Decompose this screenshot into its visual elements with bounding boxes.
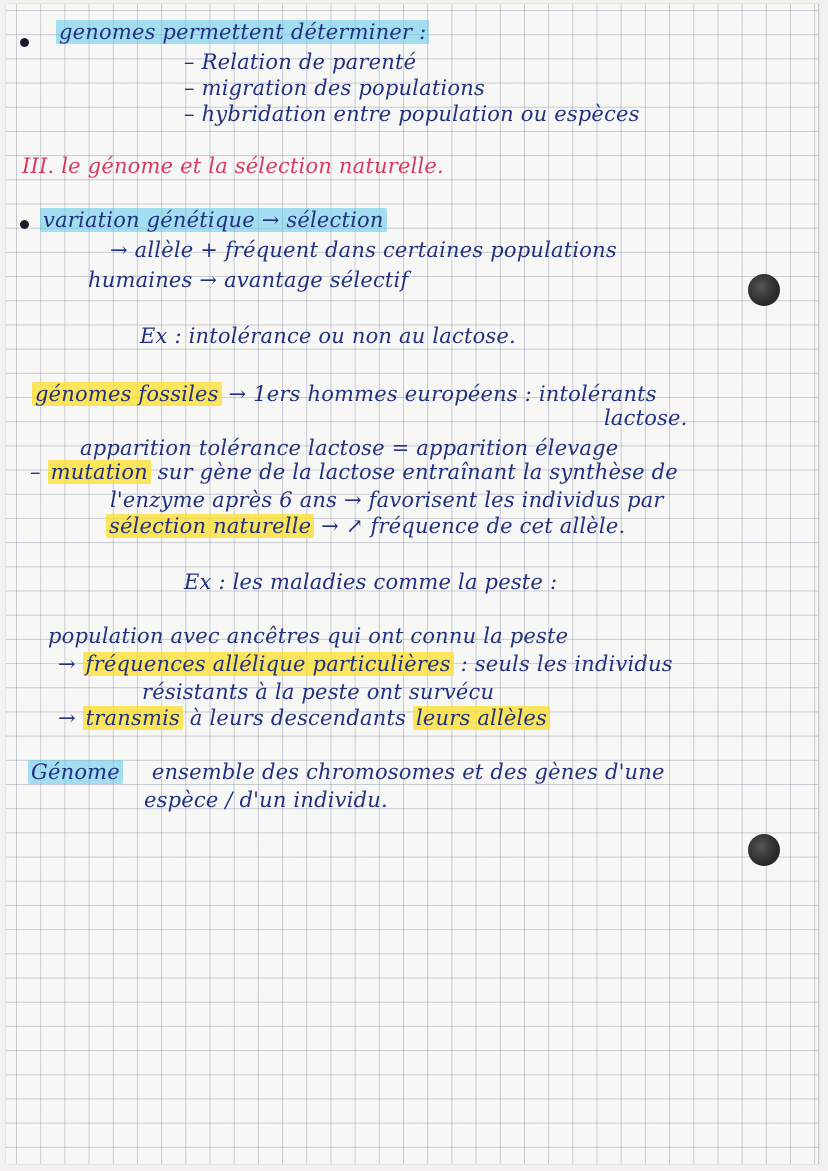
line-ex-maladies: Ex : les maladies comme la peste : (184, 570, 558, 594)
dash: – (30, 460, 48, 484)
line-population: population avec ancêtres qui ont connu la peste (48, 624, 569, 648)
line-migration: – migration des populations (184, 76, 485, 100)
line-variation (40, 208, 387, 232)
line-transmis (58, 706, 550, 730)
highlight-leurs-alleles: leurs allèles (413, 706, 550, 730)
line-genome-def (28, 760, 665, 784)
line-espece-individu: espèce / d'un individu. (144, 788, 388, 812)
line-humaines: humaines → avantage sélectif (88, 268, 409, 292)
highlight-genome: Génome (28, 760, 123, 784)
text-seuls-individus: : seuls les individus (453, 652, 673, 676)
line-frequences (58, 652, 673, 676)
punch-hole-top (748, 274, 780, 306)
section-title: le génome et la sélection naturelle. (61, 154, 444, 178)
highlight-selection-naturelle: sélection naturelle (106, 514, 314, 538)
line-apparition: apparition tolérance lactose = apparition élevage (80, 436, 619, 460)
line-hybridation: – hybridation entre population ou espèces (184, 102, 640, 126)
highlight-mutation: mutation (48, 460, 151, 484)
bullet-2 (20, 220, 29, 229)
line-relation-parente: – Relation de parenté (184, 50, 417, 74)
line-mutation (30, 460, 678, 484)
highlight-variation: variation génétique → sélection (40, 208, 387, 232)
line-ex-lactose: Ex : intolérance ou non au lactose. (140, 324, 516, 348)
highlight-frequences: fréquences allélique particulières (83, 652, 454, 676)
bullet-1 (20, 38, 29, 47)
notebook-page (6, 4, 819, 1164)
line-allele-frequent: → allèle + fréquent dans certaines populations (110, 238, 617, 262)
text-ensemble: ensemble des chromosomes et des gènes d'une (151, 760, 665, 784)
section-number: III. (22, 154, 55, 178)
arrow-2: → (58, 706, 83, 730)
line-genomes-permettent (56, 20, 429, 44)
arrow-1: → (58, 652, 83, 676)
line-lactose: lactose. (604, 406, 688, 430)
line-resistants: résistants à la peste ont survécu (142, 680, 495, 704)
section-heading (22, 154, 444, 178)
line-selection-naturelle (106, 514, 625, 538)
highlight-transmis: transmis (83, 706, 183, 730)
text-descendants: à leurs descendants (182, 706, 413, 730)
text-1ers-hommes: → 1ers hommes européens : intolérants (228, 382, 657, 406)
punch-hole-bottom (748, 834, 780, 866)
line-enzyme: l'enzyme après 6 ans → favorisent les individus par (110, 488, 664, 512)
text-gene-lactose: sur gène de la lactose entraînant la synthèse de (150, 460, 678, 484)
highlight-genomes-fossiles: génomes fossiles (32, 382, 222, 406)
text-frequence-allele: → ↗ fréquence de cet allèle. (314, 514, 626, 538)
line-genomes-fossiles (32, 382, 657, 406)
highlight-genomes-permettent: genomes permettent déterminer : (56, 20, 429, 44)
